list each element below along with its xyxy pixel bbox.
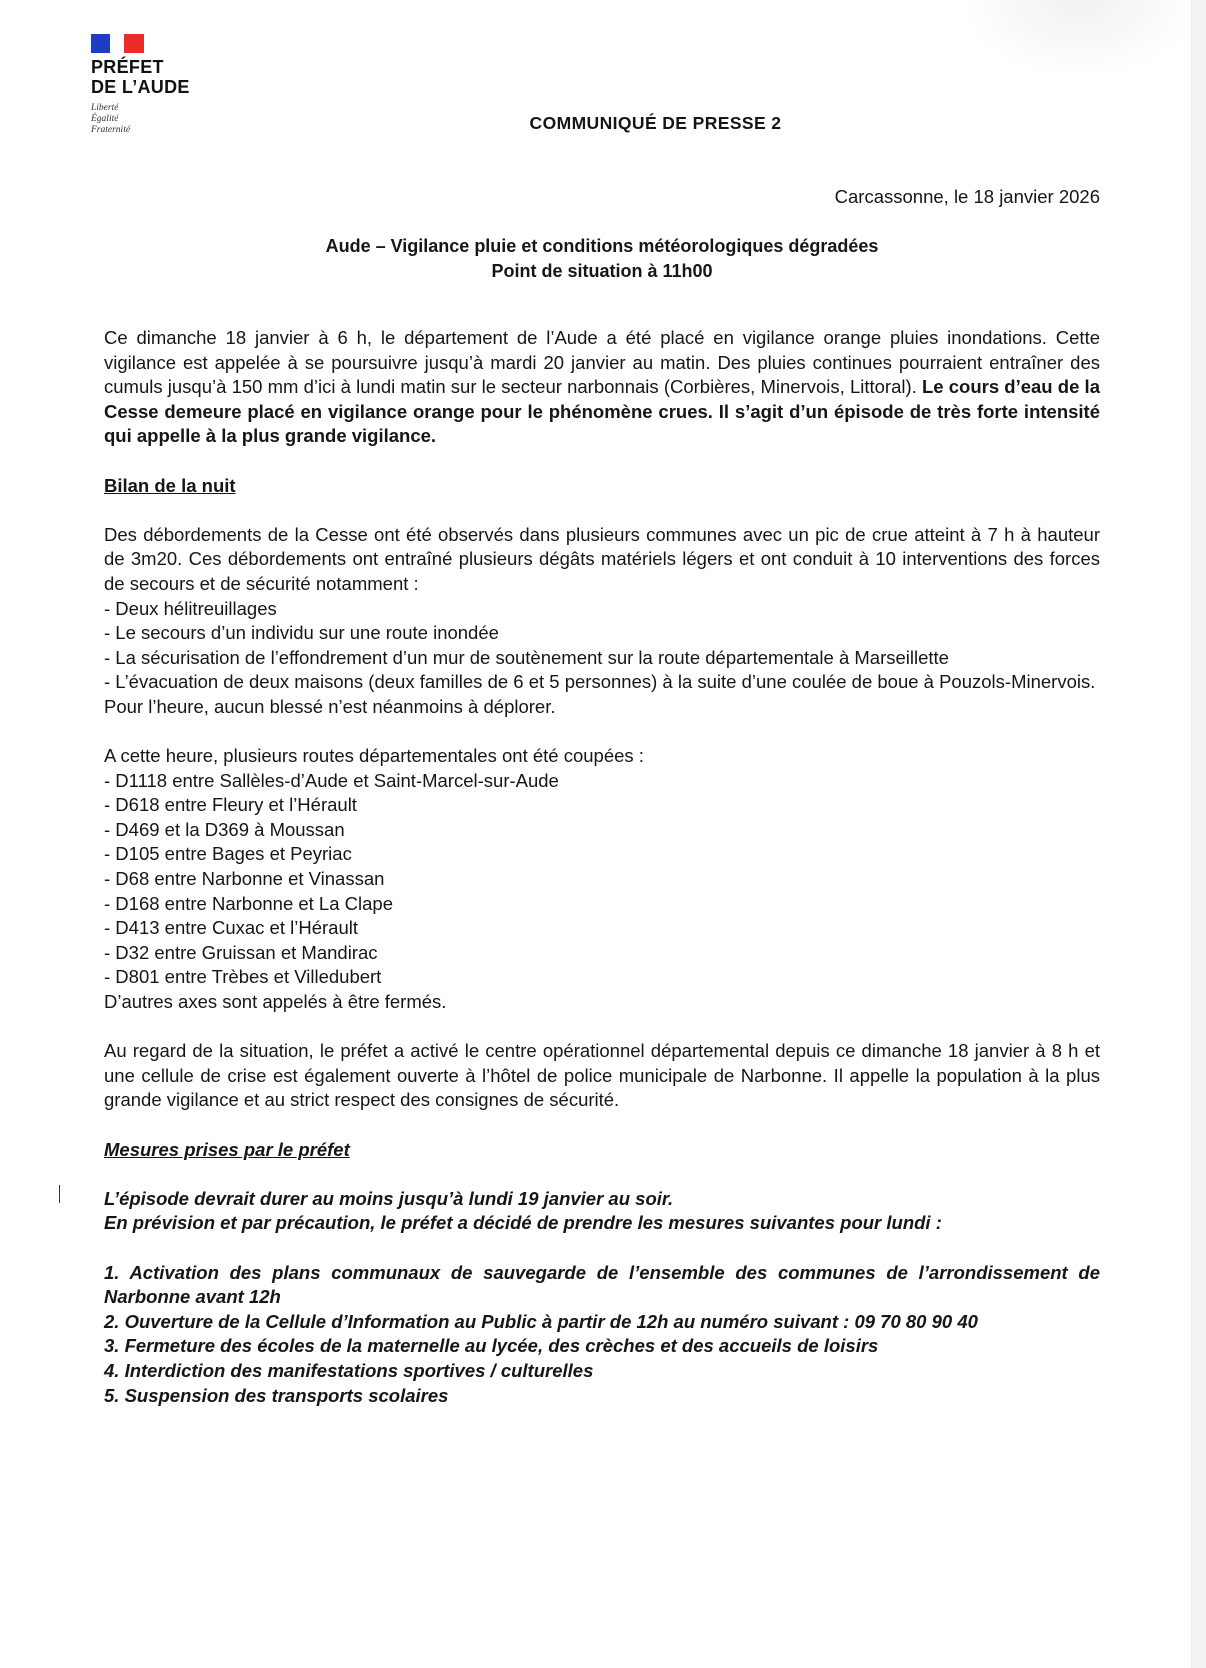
section-title-measures: Mesures prises par le préfet — [104, 1138, 350, 1160]
logo-title-line1: PRÉFET — [91, 57, 164, 77]
road-item: - D801 entre Trèbes et Villedubert — [104, 966, 382, 988]
bilan-paragraph: Des débordements de la Cesse ont été observés dans plusieurs communes avec un pic de crue atteint à 7 h à hauteur de 3m20. Ces débordements ont entraîné plusieurs dégâts matériels légers et ont conduit à 10 interventions des forces de secours et de sécurité notamment : — [104, 523, 1100, 594]
subject-heading — [0, 234, 1204, 284]
measures-intro-2: En prévision et par précaution, le préfet a décidé de prendre les mesures suivantes pour lundi : — [104, 1212, 942, 1234]
logo-title-line2: DE L’AUDE — [91, 77, 190, 97]
roads-closing: D’autres axes sont appelés à être fermés. — [104, 991, 447, 1013]
motto-fraternite: Fraternité — [91, 125, 131, 135]
measure-item: 5. Suspension des transports scolaires — [104, 1384, 449, 1406]
measure-item: 4. Interdiction des manifestations sportives / culturelles — [104, 1359, 594, 1381]
date-line: Carcassonne, le 18 janvier 2026 — [834, 186, 1100, 207]
measure-item: 2. Ouverture de la Cellule d’Information au Public à partir de 12h au numéro suivant : 09 70 80 90 40 — [104, 1310, 978, 1332]
flag-blue — [91, 34, 110, 53]
road-item: - D32 entre Gruissan et Mandirac — [104, 941, 378, 963]
bilan-item: - Le secours d’un individu sur une route inondée — [104, 622, 499, 644]
marianne-flag-icon — [91, 34, 144, 53]
road-item: - D105 entre Bages et Peyriac — [104, 843, 352, 865]
section-title-bilan: Bilan de la nuit — [104, 474, 236, 496]
road-item: - D68 entre Narbonne et Vinassan — [104, 868, 385, 890]
bilan-item: - L’évacuation de deux maisons (deux familles de 6 et 5 personnes) à la suite d’une coulée de boue à Pouzols-Minervois. — [104, 671, 1096, 693]
roads-intro: A cette heure, plusieurs routes départementales ont été coupées : — [104, 745, 644, 767]
intro-paragraph — [104, 326, 1100, 449]
flag-white — [110, 34, 124, 53]
subject-line-1: Aude – Vigilance pluie et conditions météorologiques dégradées — [325, 236, 879, 256]
subject-line-2: Point de situation à 11h00 — [491, 261, 713, 281]
logo-title — [91, 57, 190, 97]
bilan-closing: Pour l’heure, aucun blessé n’est néanmoins à déplorer. — [104, 695, 556, 717]
bilan-item: - Deux hélitreuillages — [104, 597, 277, 619]
flag-red — [124, 34, 144, 53]
page-shadow — [960, 0, 1200, 80]
road-item: - D469 et la D369 à Moussan — [104, 818, 345, 840]
road-item: - D1118 entre Sallèles-d’Aude et Saint-Marcel-sur-Aude — [104, 769, 559, 791]
document-body — [104, 326, 1100, 1408]
intro-regular: Ce dimanche 18 janvier à 6 h, le département de l’Aude a été placé en vigilance orange pluies inondations. Cette vigilance est appelée à se poursuivre jusqu’à mardi 20 janvier au matin. Des pluies continues pourraient entraîner des cumuls jusqu’à 150 mm d’ici à lundi matin sur le secteur narbonnais (Corbières, Minervois, Littoral). — [104, 327, 1100, 398]
situation-paragraph: Au regard de la situation, le préfet a activé le centre opérationnel départemental depuis ce dimanche 18 janvier à 8 h et une cellule de crise est également ouverte à l’hôtel de police municipale de Narbonne. Il appelle la population à la plus grande vigilance et au strict respect des consignes de sécurité. — [104, 1040, 1100, 1111]
measures-intro-1: L’épisode devrait durer au moins jusqu’à lundi 19 janvier au soir. — [104, 1187, 674, 1209]
road-item: - D413 entre Cuxac et l’Hérault — [104, 917, 358, 939]
measure-item: 1. Activation des plans communaux de sauvegarde de l’ensemble des communes de l’arrondissement de Narbonne avant 12h — [104, 1261, 1100, 1308]
motto-egalite: Égalité — [91, 114, 119, 124]
road-item: - D168 entre Narbonne et La Clape — [104, 892, 393, 914]
motto-liberte: Liberté — [91, 103, 119, 113]
intro-bold: Le cours d’eau de la Cesse demeure placé en vigilance orange pour le phénomène crues. Il s’agit d’un épisode de très forte intensité qui appelle à la plus grande vigilance. — [104, 376, 1100, 447]
text-cursor — [59, 1185, 60, 1203]
bilan-item: - La sécurisation de l’effondrement d’un mur de soutènement sur la route départementale à Marseillette — [104, 646, 949, 668]
measure-item: 3. Fermeture des écoles de la maternelle au lycée, des crèches et des accueils de loisirs — [104, 1335, 879, 1357]
road-item: - D618 entre Fleury et l’Hérault — [104, 794, 357, 816]
press-release-title: COMMUNIQUÉ DE PRESSE 2 — [529, 113, 782, 133]
